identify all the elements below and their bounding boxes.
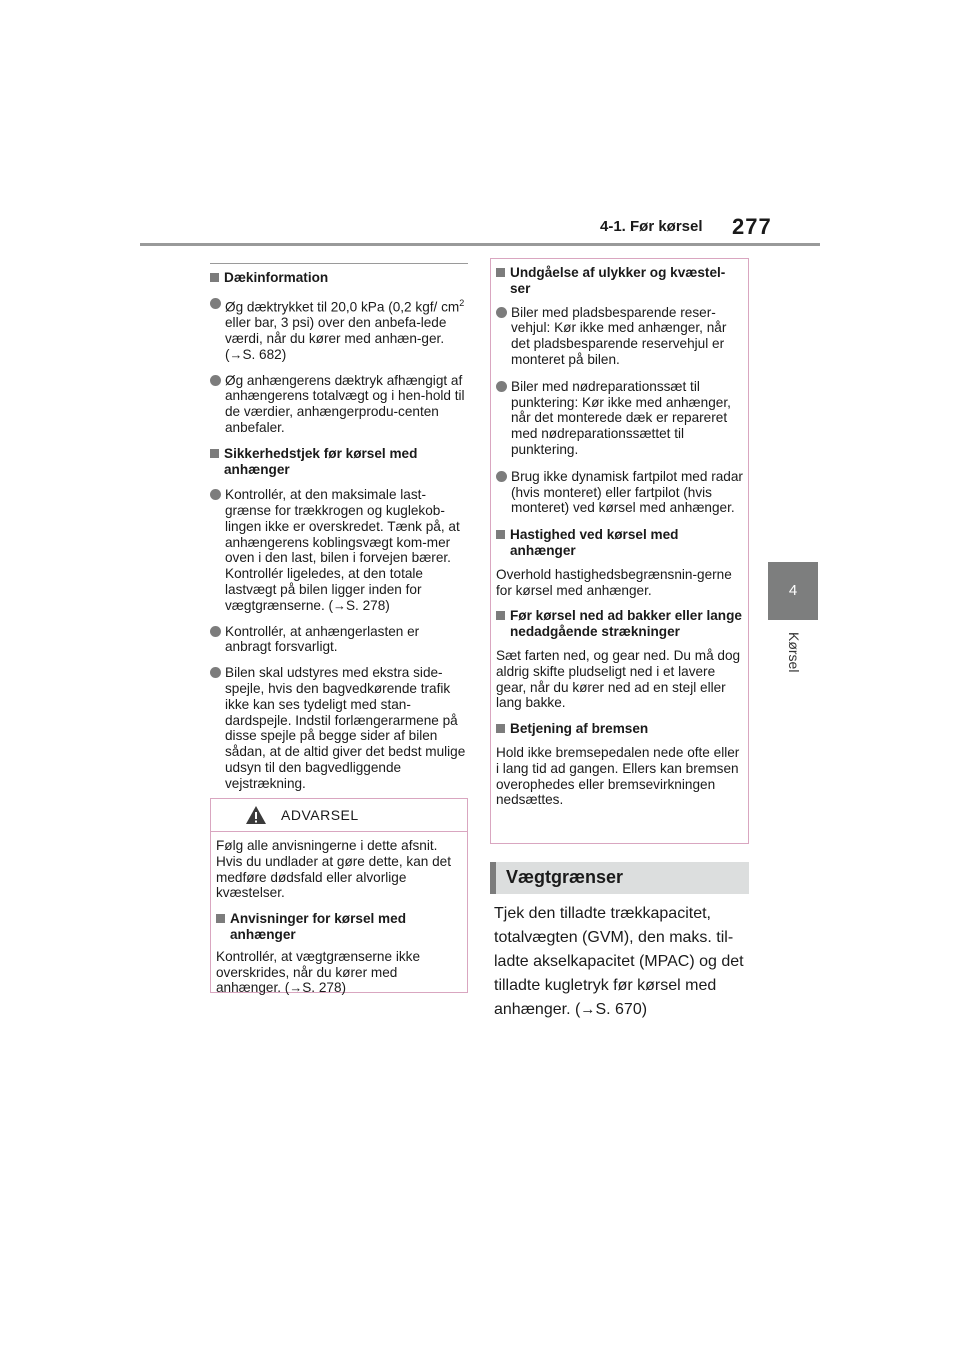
section-title: 4-1. Før kørsel [600,218,703,235]
round-bullet-icon [496,307,507,318]
list-item: Bilen skal udstyres med ekstra side-spejle, hvis den bagvedkørende trafik ikke kan ses tydeligt med stan-dardspejle. Indstil forlængerarmene på disse spejle på begge sider af bilen sådan, at de altid giver det bedst mulige udsyn til den bagvedliggende vejstrækning. [210,665,468,791]
weight-limits-text: Tjek den tilladte trækkapacitet, totalvægten (GVM), den maks. til-ladte akselkapacitet (MPAC) og det tilladte kugletryk før kørsel med anhænger. (→S. 670) [494,905,744,1018]
square-bullet-icon [210,273,219,282]
square-bullet-icon [210,449,219,458]
list-item: Øg dæktrykket til 20,0 kPa (0,2 kgf/ $cm^2$ eller bar, 3 psi) over den anbefa-lede værdi, når du kører med anhæn-ger. (→S. 682) [210,296,468,363]
square-bullet-icon [496,530,505,539]
page-reference[interactable]: S. 278) [345,597,390,613]
page-reference[interactable]: S. 682) [242,346,287,362]
arrow-icon: → [333,597,346,613]
square-bullet-icon [496,268,505,277]
list-item: Kontrollér, at anhængerlasten er anbragt forsvarligt. [210,624,468,656]
round-bullet-icon [210,667,221,678]
square-bullet-icon [496,724,505,733]
list-item: Kontrollér, at den maksimale last-grænse for trækkrogen og kuglekob-lingen ikke er overskredet. Tænk på, at anhængerens koblingsvægt kom-mer oven i den last, bilen i forvejen bærer. Kontrollér ligeledes, at den totale lastvægt på bilen ligger inden for vægtgrænserne. (→S. 278) [210,487,468,613]
header-rule [140,243,820,246]
warning-title: ADVARSEL [281,807,359,823]
square-bullet-icon [496,611,505,620]
warning-body: Følg alle anvisningerne i dette afsnit. Hvis du undlader at gøre dette, kan det medføre dødsfald eller alvorlige kvæstelser. Anvisninger for kørsel med anhænger Kontrollér, at vægtgrænserne ikke overskrides, når du kører med anhænger. (→S. 278) [211,832,467,996]
list-item: Biler med nødreparationssæt til punktering: Kør ikke med anhænger, når det monterede dæk er repareret med nødreparationssættet til punktering. [496,379,743,458]
section-heading: Sikkerhedstjek før kørsel med anhænger [210,446,468,478]
section-heading: Betjening af bremsen [496,721,743,737]
list-item: Biler med pladsbesparende reser-vehjul: Kør ikke med anhænger, når det pladsbesparende reservehjul er monteret på bilen. [496,305,743,368]
chapter-label: Kørsel [786,632,802,673]
warning-header [211,799,467,832]
list-item: Øg anhængerens dæktryk afhængigt af anhængerens totalvægt og i hen-hold til de værdier, anhængerprodu-centen anbefaler. [210,373,468,436]
round-bullet-icon [210,489,221,500]
warning-box [210,798,468,996]
page-number: 277 [732,214,772,239]
section-heading: Dækinformation [210,270,468,286]
arrow-icon: → [580,1001,596,1018]
page-reference[interactable]: S. 670) [595,1001,648,1018]
list-item: Brug ikke dynamisk fartpilot med radar (hvis monteret) eller fartpilot (hvis monteret) ved kørsel med anhænger. [496,469,743,516]
round-bullet-icon [210,375,221,386]
section-heading: Før kørsel ned ad bakker eller lange nedadgående strækninger [496,608,743,640]
arrow-icon: → [229,346,243,362]
round-bullet-icon [496,381,507,392]
page-reference[interactable]: S. 278) [302,980,347,996]
section-heading: Undgåelse af ulykker og kvæstel-ser [496,265,743,297]
round-bullet-icon [210,298,221,309]
round-bullet-icon [210,626,221,637]
arrow-icon: → [289,980,303,996]
weight-limits-heading: Vægtgrænser [490,862,749,894]
caution-box: Undgåelse af ulykker og kvæstel-ser Biler med pladsbesparende reser-vehjul: Kør ikke med anhænger, når det pladsbesparende reservehjul er monteret på bilen. Biler med nødreparationssæt til punktering: Kør ikke med anhænger, når det monterede dæk er repareret med nødreparationssættet til punktering. Brug ikke dynamisk fartpilot med radar (hvis monteret) eller fartpilot (hvis monteret) ved kørsel med anhænger. Hastighed ved kørsel med anhænger Overhold hastighedsbegrænsnin-gerne for kørsel med anhænger. Før kørsel ned ad bakker eller lange nedadgående strækninger Sæt farten ned, og gear ned. Du må dog aldrig skifte pludseligt ned i et lavere gear, når du kører ned ad en stejl eller lang bakke. Betjening af bremsen Hold ikke bremsepedalen nede ofte eller i lang tid ad gangen. Ellers kan bremsen overophedes eller bremsevirkningen nedsættes. [490,258,749,844]
left-column [210,263,468,802]
warning-triangle-icon [245,805,267,825]
round-bullet-icon [496,471,507,482]
section-heading: Hastighed ved kørsel med anhænger [496,527,743,559]
chapter-tab[interactable]: 4 [768,562,818,620]
square-bullet-icon [216,914,225,923]
section-heading: Anvisninger for kørsel med anhænger [216,911,462,943]
